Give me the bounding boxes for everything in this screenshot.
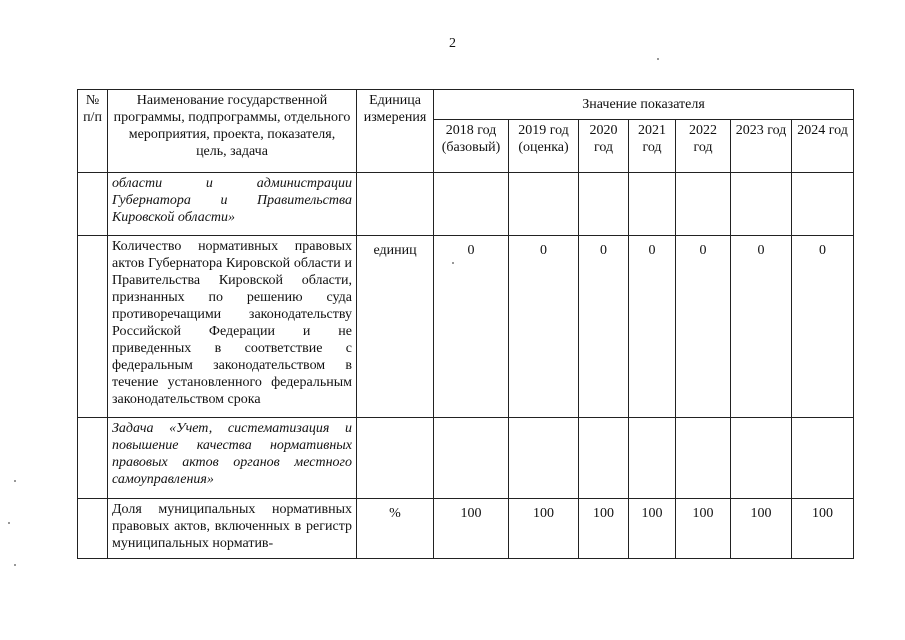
header-year: 2022 год [676,120,731,173]
row-name: Доля муниципальных нормативных правовых актов, включенных в регистр муниципальных норматив- [108,499,357,559]
table-row [78,418,854,499]
scan-speck [14,480,16,482]
indicator-table [77,89,854,559]
scan-speck [452,262,454,264]
header-year: 2023 год [731,120,792,173]
table-row [78,236,854,418]
header-year: 2019 год (оценка) [509,120,579,173]
table-row [78,173,854,236]
row-value [676,173,731,236]
row-value [792,418,854,499]
header-value: Значение показателя [434,90,854,120]
row-name: Задача «Учет, систематизация и повышение качества нормативных правовых актов органов местного самоуправления» [108,418,357,499]
row-value [731,173,792,236]
row-value: 0 [676,236,731,418]
row-value [434,418,509,499]
header-year: 2021 год [629,120,676,173]
header-year: 2018 год (базовый) [434,120,509,173]
row-unit: единиц [357,236,434,418]
row-value: 0 [731,236,792,418]
row-value [579,418,629,499]
row-unit [357,173,434,236]
scan-speck [8,522,10,524]
row-value [731,418,792,499]
header-unit: Единица измерения [357,90,434,173]
row-name: Количество нормативных правовых актов Губернатора Кировской области и Правительства Кировской области, признанных по решению суда противоречащими законодательству Российской Федерации и не приведенных в соответствие с федеральным законодательством в течение установленного федеральным законодательством срока [108,236,357,418]
row-value [792,173,854,236]
row-value: 100 [676,499,731,559]
row-num [78,236,108,418]
row-value: 0 [579,236,629,418]
row-value [579,173,629,236]
row-num [78,418,108,499]
scan-speck [14,564,16,566]
scan-speck [657,58,659,60]
row-value [509,418,579,499]
row-value [509,173,579,236]
row-value: 0 [629,236,676,418]
row-unit [357,418,434,499]
row-value [629,173,676,236]
table-row [78,499,854,559]
header-num: № п/п [78,90,108,173]
row-value: 0 [434,236,509,418]
row-value [629,418,676,499]
row-value: 100 [731,499,792,559]
row-num [78,173,108,236]
page-number: 2 [449,36,456,51]
row-value: 100 [629,499,676,559]
header-year: 2024 год [792,120,854,173]
header-year: 2020 год [579,120,629,173]
row-name: области и администрации Губернатора и Правительства Кировской области» [108,173,357,236]
row-value: 0 [509,236,579,418]
row-value: 100 [509,499,579,559]
row-unit: % [357,499,434,559]
row-value: 100 [434,499,509,559]
row-value: 100 [579,499,629,559]
row-value [676,418,731,499]
header-name: Наименование государственной программы, подпрограммы, отдельного мероприятия, проекта, показателя, цель, задача [108,90,357,173]
row-value [434,173,509,236]
row-value: 0 [792,236,854,418]
row-num [78,499,108,559]
row-value: 100 [792,499,854,559]
